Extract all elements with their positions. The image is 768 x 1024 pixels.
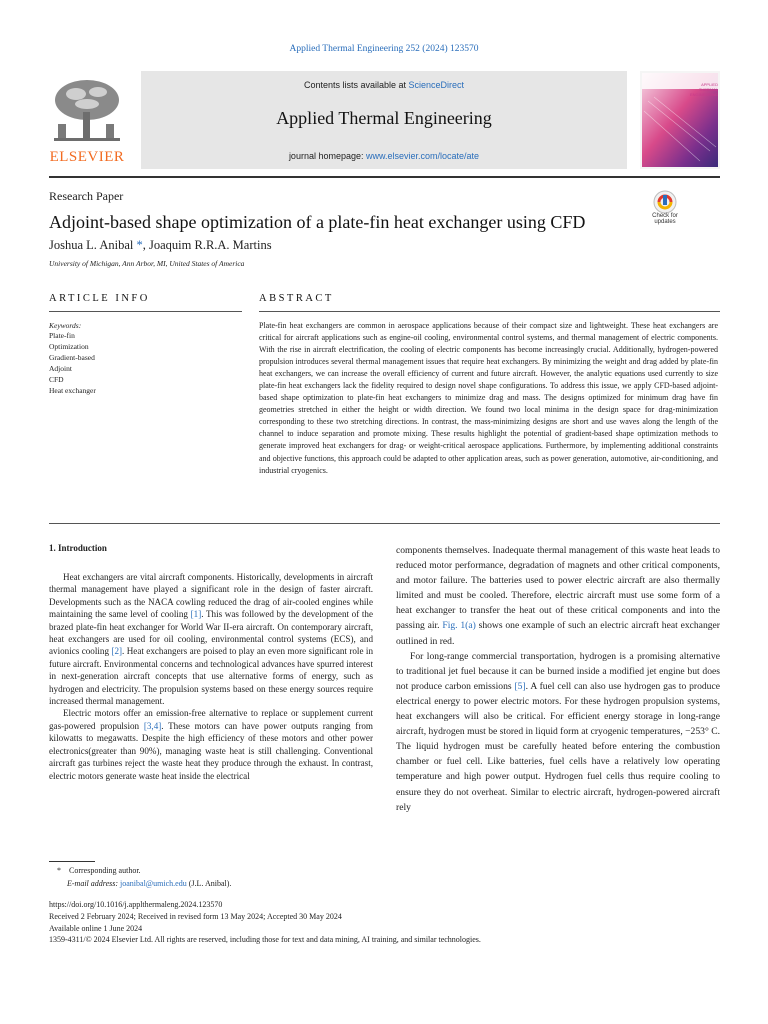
text-run: Heat exchangers are vital aircraft components. Historically, developments in aircraft thermal management have played a significant role in the design of faster aircraft. Developments such as the NACA cowling reduced the drag of air-cooled engines while maintaining the same level of cooling xyxy=(49,572,373,620)
doi-link[interactable]: https://doi.org/10.1016/j.applthermaleng.2024.123570 xyxy=(49,900,223,909)
contents-available xyxy=(141,80,627,90)
author-separator: , xyxy=(142,238,149,252)
header-divider xyxy=(49,176,720,178)
homepage-link[interactable]: www.elsevier.com/locate/ate xyxy=(366,151,480,161)
text-run: . A fuel cell can also use hydrogen gas to produce electrical energy to power electric motors. For these hydrogen propulsion systems, heat exchangers will also be critical. For efficient energy storage in long-range aircraft, hydrogen must be stored in liquid form at cryogenic temperatures, −253° C. The liquid hydrogen must be carefully heated before entering the combustion chamber or fuel cell. Like batteries, fuel cells have a relatively low operating temperature and high power output. Hydrogen fuel cells thus require cooling to ensure they do not overheat. Similar to electric aircraft, hydrogen-powered aircraft rely xyxy=(396,680,720,813)
paragraph xyxy=(396,649,720,815)
cover-title-line: APPLIED xyxy=(701,82,718,87)
author-name[interactable]: Joaquim R.R.A. Martins xyxy=(149,238,272,252)
keyword-item: Heat exchanger xyxy=(49,386,96,395)
footnote-email xyxy=(67,879,231,888)
author-list xyxy=(49,238,272,253)
elsevier-tree-logo xyxy=(46,74,128,148)
email-label: E-mail address: xyxy=(67,879,121,888)
citation-link[interactable]: [5] xyxy=(514,680,526,692)
body-column-left xyxy=(49,571,373,782)
text-run: shows one example of such an electric aircraft heat exchanger outlined in red. xyxy=(396,620,720,647)
keyword-item: Gradient-based xyxy=(49,353,95,362)
contents-prefix: Contents lists available at xyxy=(303,80,409,90)
cover-title xyxy=(680,82,718,97)
elsevier-wordmark: ELSEVIER xyxy=(49,149,125,165)
keyword-item: CFD xyxy=(49,375,64,384)
footnote-star: * xyxy=(57,866,61,875)
paragraph xyxy=(49,571,373,707)
author-name[interactable]: Joshua L. Anibal xyxy=(49,238,134,252)
keyword-item: Optimization xyxy=(49,342,89,351)
abstract-heading: ABSTRACT xyxy=(259,293,334,304)
journal-reference[interactable]: Applied Thermal Engineering 252 (2024) 123570 xyxy=(289,44,479,54)
journal-homepage xyxy=(141,151,627,161)
cover-title-line: ENGINEERING xyxy=(689,92,718,97)
footnote-corresponding xyxy=(57,866,141,875)
available-online: Available online 1 June 2024 xyxy=(49,924,143,933)
text-run: . Heat exchangers are poised to play an even more significant role in future aircraft. Environmental concerns and technological advances have spurred interest in next-generation aircraft concepts that use alternative forms of energy, such as hydrogen and electricity. The propulsion systems based on these energy sources require increased thermal management. xyxy=(49,646,373,707)
abstract-rule xyxy=(259,311,720,312)
keyword-item: Plate-fin xyxy=(49,331,75,340)
text-run: For long-range commercial transportation, hydrogen is a promising alternative to traditional jet fuel because it can be burned inside a modified jet engine but does not produce carbon emissions xyxy=(396,650,720,692)
citation-link[interactable]: [3,4] xyxy=(143,720,162,731)
affiliation: University of Michigan, Ann Arbor, MI, United States of America xyxy=(49,259,245,268)
text-run: components themselves. Inadequate thermal management of this waste heat leads to reduced motor performance, degradation of magnets and other critical components, and motor failure. The batteries used to power electric aircraft are also thermally limited and must be cooled. Therefore, electric aircraft must use some form of a heat exchanger to transfer the heat out of these critical components and into the passing air. xyxy=(396,545,720,632)
figure-link[interactable]: Fig. 1(a) xyxy=(442,620,476,632)
journal-title: Applied Thermal Engineering xyxy=(276,108,492,128)
keyword-item: Adjoint xyxy=(49,364,72,373)
footnote-text: Corresponding author. xyxy=(69,866,141,875)
check-for-updates-label[interactable]: Check for updates xyxy=(652,213,678,225)
abstract-bottom-rule xyxy=(49,523,720,524)
article-type: Research Paper xyxy=(49,189,124,203)
keywords-label: Keywords: xyxy=(49,321,82,330)
citation-link[interactable]: [2] xyxy=(111,646,123,657)
footnote-rule xyxy=(49,861,95,862)
article-info-rule xyxy=(49,311,242,312)
email-link[interactable]: joanibal@umich.edu xyxy=(120,879,187,888)
text-run: Electric motors offer an emission-free alternative to replace or supplement current gas-powered propulsion xyxy=(49,708,373,731)
homepage-prefix: journal homepage: xyxy=(288,151,366,161)
section-heading-introduction: 1. Introduction xyxy=(49,543,107,553)
received-dates: Received 2 February 2024; Received in revised form 13 May 2024; Accepted 30 May 2024 xyxy=(49,912,342,921)
copyright-line: 1359-4311/© 2024 Elsevier Ltd. All rights are reserved, including those for text and data mining, AI training, and similar technologies. xyxy=(49,935,481,944)
cover-title-line: THERMAL xyxy=(698,87,718,92)
corresponding-author-mark[interactable]: * xyxy=(133,238,143,252)
text-run: . These motors can have power outputs ranging from kilowatts to megawatts. Despite the high efficiency of these motors and other power electronics(greater than 90%), managing waste heat is still challenging. Conventional aircraft gas turbines reject the waste heat they produce through the exhaust. In contrast, electric motors generate waste heat inside the electrical xyxy=(49,720,373,781)
email-suffix: (J.L. Anibal). xyxy=(186,879,232,888)
abstract-text: Plate-fin heat exchangers are common in aerospace applications because of their compact size and lightweight. These heat exchangers are critical for aircraft applications such as engine-oil cooling, environmental control systems, and thermal management of electric components. With the rise in aircraft electrification, the cooling of electric components has become increasingly crucial. Additionally, hydrogen-powered propulsion introduces several thermal management issues that require heat exchangers. By minimizing the weight and drag added by plate-fin heat exchangers, we can increase the overall efficiency of current and future aircraft. However, the analytic equations used currently to size plate-fin heat exchangers lack the fidelity required to design novel shape configurations. To address this issue, we apply CFD-based adjoint-based shape optimization to plate-fin heat exchangers to minimize drag and mass. The designs optimized for minimum drag have fin geometries stretched in either the height or width direction. We found two local minima in the design space for drag-minimization corresponding to these two stretching directions. In contrast, the mass-minimizing designs are short and use waves along the length of the channel to induce separation and promote mixing. These results highlight the potential of gradient-based shape optimization methods to generate improved heat exchangers for drag- or weight-critical aerospace applications. Furthermore, by implementing additional constraints and objective functions, this approach could be adapted to other application areas, such as power generation, automotive, air-conditioning, and industrial cryogenics. xyxy=(259,321,718,475)
paragraph xyxy=(49,707,373,781)
check-for-updates-icon[interactable] xyxy=(650,190,680,214)
article-info-heading: ARTICLE INFO xyxy=(49,293,150,304)
body-column-right xyxy=(396,543,720,815)
text-run: . This was followed by the development of the brazed plate-fin heat exchanger for World War II-era aircraft. On contemporary aircraft, heat exchangers are used for oil cooling, environmental control systems (ECS), and avionics cooling xyxy=(49,609,373,657)
paragraph xyxy=(396,543,720,649)
article-title: Adjoint-based shape optimization of a plate-fin heat exchanger using CFD xyxy=(49,212,586,232)
citation-link[interactable]: [1] xyxy=(190,609,202,620)
sciencedirect-link[interactable]: ScienceDirect xyxy=(408,80,465,90)
